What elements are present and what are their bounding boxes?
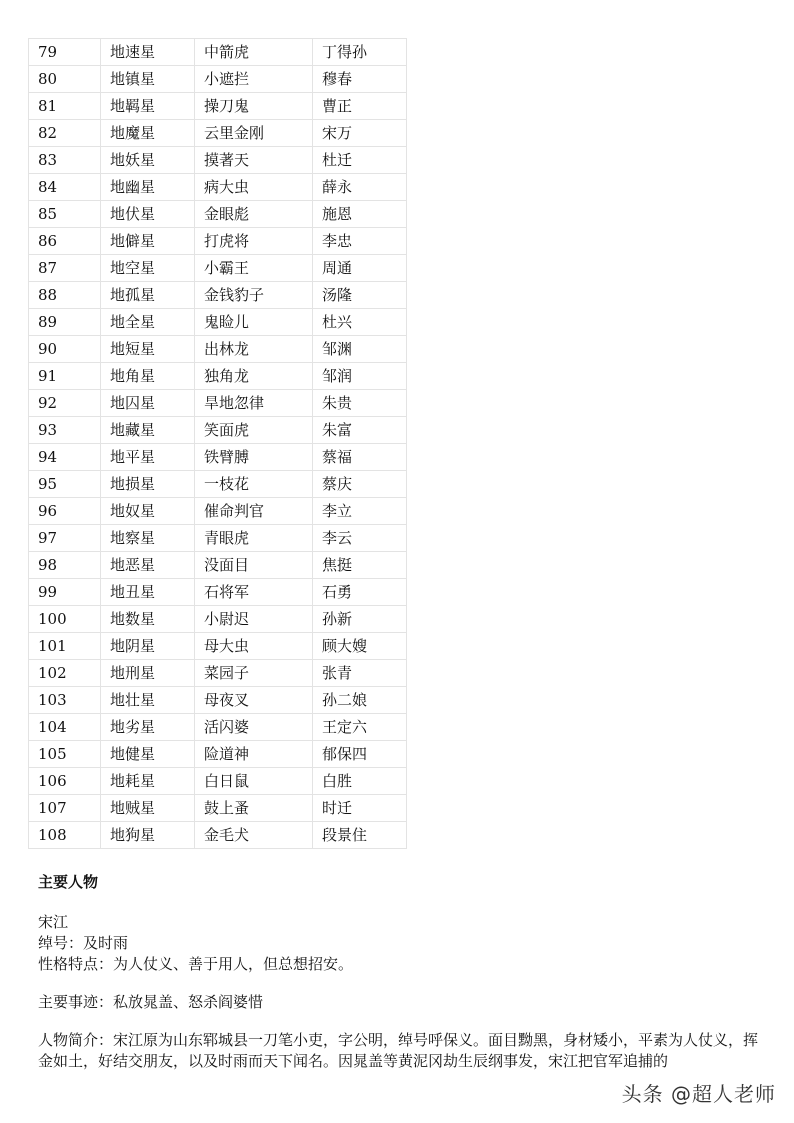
- cell-nickname: 小遮拦: [195, 66, 313, 93]
- cell-star: 地幽星: [101, 174, 195, 201]
- cell-number: 104: [29, 714, 101, 741]
- cell-name: 周通: [313, 255, 407, 282]
- cell-star: 地镇星: [101, 66, 195, 93]
- table-row: [29, 525, 407, 552]
- cell-nickname: 病大虫: [195, 174, 313, 201]
- cell-star: 地全星: [101, 309, 195, 336]
- cell-name: 杜兴: [313, 309, 407, 336]
- cell-star: 地察星: [101, 525, 195, 552]
- cell-star: 地羁星: [101, 93, 195, 120]
- cell-number: 85: [29, 201, 101, 228]
- cell-name: 宋万: [313, 120, 407, 147]
- cell-star: 地数星: [101, 606, 195, 633]
- cell-name: 朱贵: [313, 390, 407, 417]
- cell-number: 108: [29, 822, 101, 849]
- cell-number: 102: [29, 660, 101, 687]
- cell-star: 地阴星: [101, 633, 195, 660]
- table-row: [29, 606, 407, 633]
- cell-name: 时迁: [313, 795, 407, 822]
- cell-nickname: 石将军: [195, 579, 313, 606]
- cell-star: 地丑星: [101, 579, 195, 606]
- cell-name: 李忠: [313, 228, 407, 255]
- cell-star: 地短星: [101, 336, 195, 363]
- cell-nickname: 笑面虎: [195, 417, 313, 444]
- cell-name: 顾大嫂: [313, 633, 407, 660]
- cell-name: 邹渊: [313, 336, 407, 363]
- cell-nickname: 险道神: [195, 741, 313, 768]
- cell-number: 92: [29, 390, 101, 417]
- cell-name: 孙新: [313, 606, 407, 633]
- cell-name: 焦挺: [313, 552, 407, 579]
- cell-name: 汤隆: [313, 282, 407, 309]
- cell-number: 91: [29, 363, 101, 390]
- cell-nickname: 金眼彪: [195, 201, 313, 228]
- cell-name: 穆春: [313, 66, 407, 93]
- cell-star: 地平星: [101, 444, 195, 471]
- table-row: [29, 795, 407, 822]
- cell-star: 地劣星: [101, 714, 195, 741]
- character-bio: [38, 912, 763, 1072]
- cell-star: 地角星: [101, 363, 195, 390]
- cell-number: 94: [29, 444, 101, 471]
- section-title: 主要人物: [38, 873, 99, 891]
- cell-number: 81: [29, 93, 101, 120]
- cell-nickname: 母大虫: [195, 633, 313, 660]
- cell-star: 地孤星: [101, 282, 195, 309]
- table-row: [29, 417, 407, 444]
- cell-number: 84: [29, 174, 101, 201]
- table-row: [29, 336, 407, 363]
- cell-number: 82: [29, 120, 101, 147]
- cell-nickname: 金毛犬: [195, 822, 313, 849]
- table-row: [29, 282, 407, 309]
- cell-star: 地妖星: [101, 147, 195, 174]
- heroes-table: [28, 38, 407, 849]
- cell-nickname: 催命判官: [195, 498, 313, 525]
- cell-nickname: 菜园子: [195, 660, 313, 687]
- cell-number: 87: [29, 255, 101, 282]
- cell-nickname: 操刀鬼: [195, 93, 313, 120]
- cell-star: 地损星: [101, 471, 195, 498]
- table-row: [29, 498, 407, 525]
- table-row: [29, 255, 407, 282]
- cell-number: 95: [29, 471, 101, 498]
- cell-nickname: 白日鼠: [195, 768, 313, 795]
- cell-star: 地魔星: [101, 120, 195, 147]
- cell-nickname: 活闪婆: [195, 714, 313, 741]
- cell-nickname: 小尉迟: [195, 606, 313, 633]
- cell-star: 地藏星: [101, 417, 195, 444]
- table-row: [29, 201, 407, 228]
- cell-nickname: 没面目: [195, 552, 313, 579]
- cell-number: 88: [29, 282, 101, 309]
- table-row: [29, 741, 407, 768]
- table-row: [29, 228, 407, 255]
- heroes-table-body: [29, 39, 407, 849]
- cell-number: 89: [29, 309, 101, 336]
- table-row: [29, 579, 407, 606]
- cell-number: 96: [29, 498, 101, 525]
- cell-number: 90: [29, 336, 101, 363]
- cell-name: 孙二娘: [313, 687, 407, 714]
- cell-name: 薛永: [313, 174, 407, 201]
- cell-name: 段景住: [313, 822, 407, 849]
- cell-name: 李立: [313, 498, 407, 525]
- cell-nickname: 云里金刚: [195, 120, 313, 147]
- table-row: [29, 174, 407, 201]
- cell-number: 79: [29, 39, 101, 66]
- cell-name: 朱富: [313, 417, 407, 444]
- table-row: [29, 93, 407, 120]
- table-row: [29, 66, 407, 93]
- table-row: [29, 552, 407, 579]
- cell-number: 93: [29, 417, 101, 444]
- table-row: [29, 660, 407, 687]
- cell-nickname: 小霸王: [195, 255, 313, 282]
- character-nickname: 绰号：及时雨: [38, 934, 129, 952]
- cell-name: 丁得孙: [313, 39, 407, 66]
- cell-name: 郁保四: [313, 741, 407, 768]
- character-name: 宋江: [38, 913, 69, 931]
- cell-name: 蔡福: [313, 444, 407, 471]
- table-row: [29, 633, 407, 660]
- cell-star: 地僻星: [101, 228, 195, 255]
- cell-name: 邹润: [313, 363, 407, 390]
- table-row: [29, 309, 407, 336]
- cell-number: 101: [29, 633, 101, 660]
- cell-nickname: 摸著天: [195, 147, 313, 174]
- cell-star: 地贼星: [101, 795, 195, 822]
- cell-nickname: 母夜叉: [195, 687, 313, 714]
- table-row: [29, 822, 407, 849]
- cell-name: 李云: [313, 525, 407, 552]
- cell-name: 张青: [313, 660, 407, 687]
- cell-nickname: 打虎将: [195, 228, 313, 255]
- cell-star: 地耗星: [101, 768, 195, 795]
- cell-nickname: 出林龙: [195, 336, 313, 363]
- cell-star: 地恶星: [101, 552, 195, 579]
- cell-nickname: 鼓上蚤: [195, 795, 313, 822]
- cell-nickname: 金钱豹子: [195, 282, 313, 309]
- cell-nickname: 独角龙: [195, 363, 313, 390]
- character-events: 主要事迹：私放晁盖、怒杀阎婆惜: [38, 993, 264, 1011]
- cell-number: 97: [29, 525, 101, 552]
- table-row: [29, 390, 407, 417]
- cell-nickname: 旱地忽律: [195, 390, 313, 417]
- table-row: [29, 687, 407, 714]
- cell-name: 王定六: [313, 714, 407, 741]
- cell-star: 地狗星: [101, 822, 195, 849]
- cell-nickname: 一枝花: [195, 471, 313, 498]
- table-row: [29, 120, 407, 147]
- cell-number: 106: [29, 768, 101, 795]
- watermark: 头条 @超人老师: [621, 1082, 776, 1106]
- cell-name: 石勇: [313, 579, 407, 606]
- character-traits: 性格特点：为人仗义、善于用人，但总想招安。: [38, 955, 354, 973]
- table-row: [29, 444, 407, 471]
- cell-number: 107: [29, 795, 101, 822]
- cell-number: 86: [29, 228, 101, 255]
- cell-star: 地刑星: [101, 660, 195, 687]
- cell-number: 80: [29, 66, 101, 93]
- cell-star: 地健星: [101, 741, 195, 768]
- cell-nickname: 铁臂膊: [195, 444, 313, 471]
- cell-number: 98: [29, 552, 101, 579]
- cell-star: 地奴星: [101, 498, 195, 525]
- cell-star: 地壮星: [101, 687, 195, 714]
- cell-name: 杜迁: [313, 147, 407, 174]
- table-row: [29, 39, 407, 66]
- cell-name: 曹正: [313, 93, 407, 120]
- cell-star: 地空星: [101, 255, 195, 282]
- cell-name: 蔡庆: [313, 471, 407, 498]
- cell-nickname: 中箭虎: [195, 39, 313, 66]
- table-row: [29, 714, 407, 741]
- cell-number: 105: [29, 741, 101, 768]
- cell-star: 地速星: [101, 39, 195, 66]
- character-intro: 人物简介：宋江原为山东郓城县一刀笔小吏，字公明，绰号呼保义。面目黝黑，身材矮小，平素为人仗义，挥金如土，好结交朋友，以及时雨而天下闻名。因晁盖等黄泥冈劫生辰纲事发，宋江把官军追捕的: [38, 1031, 759, 1070]
- cell-number: 83: [29, 147, 101, 174]
- table-row: [29, 147, 407, 174]
- cell-nickname: 青眼虎: [195, 525, 313, 552]
- cell-star: 地伏星: [101, 201, 195, 228]
- cell-number: 100: [29, 606, 101, 633]
- table-row: [29, 363, 407, 390]
- cell-number: 99: [29, 579, 101, 606]
- table-row: [29, 471, 407, 498]
- cell-number: 103: [29, 687, 101, 714]
- cell-nickname: 鬼睑儿: [195, 309, 313, 336]
- cell-star: 地囚星: [101, 390, 195, 417]
- cell-name: 白胜: [313, 768, 407, 795]
- table-row: [29, 768, 407, 795]
- cell-name: 施恩: [313, 201, 407, 228]
